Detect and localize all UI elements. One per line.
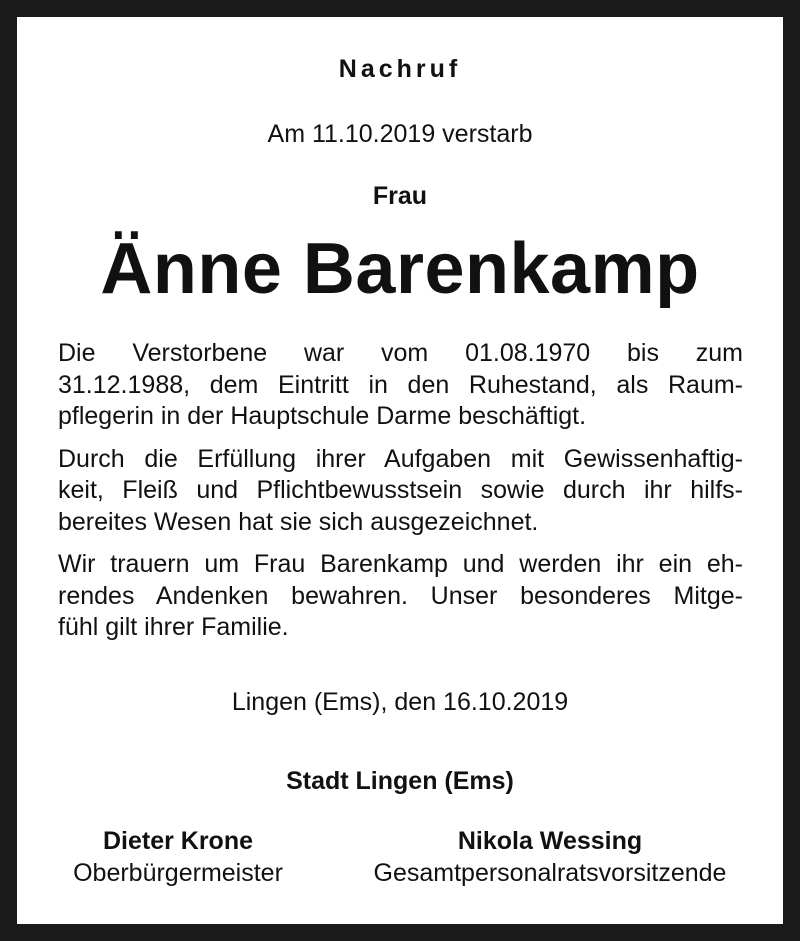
signatory-role: Gesamtpersonalratsvorsitzende <box>373 859 727 887</box>
text-line: Wir trauern um Frau Barenkamp und werden ihr ein eh- <box>58 550 743 578</box>
deceased-name: Änne Barenkamp <box>100 229 700 309</box>
organization-name: Stadt Lingen (Ems) <box>286 767 514 795</box>
notice-heading: Nachruf <box>338 55 462 83</box>
paragraph-service <box>58 338 743 433</box>
place-and-date: Lingen (Ems), den 16.10.2019 <box>231 688 569 716</box>
signatory-staff-council <box>337 825 763 889</box>
death-date-line: Am 11.10.2019 verstarb <box>267 120 533 148</box>
text-line: rendes Andenken bewahren. Unser besonderes Mitge- <box>58 581 743 610</box>
text-line: Durch die Erfüllung ihrer Aufgaben mit Gewissenhaftig- <box>58 444 743 473</box>
signatory-mayor <box>29 825 327 889</box>
paragraph-merits <box>58 444 743 539</box>
signatory-role: Oberbürgermeister <box>73 859 283 887</box>
text-line: keit, Fleiß und Pflichtbewusstsein sowie durch ihr hilfs- <box>58 476 743 504</box>
text-line: bereites Wesen hat sie sich ausgezeichnet. <box>58 507 539 536</box>
signatory-name: Nikola Wessing <box>457 827 643 855</box>
honorific-title: Frau <box>372 182 428 210</box>
text-line: Die Verstorbene war vom 01.08.1970 bis zum <box>58 339 743 367</box>
obituary-notice <box>17 17 783 924</box>
text-line: fühl gilt ihrer Familie. <box>58 613 289 641</box>
text-line: 31.12.1988, dem Eintritt in den Ruhestand, als Raum- <box>58 370 743 399</box>
obituary-body <box>58 338 743 655</box>
text-line: pflegerin in der Hauptschule Darme beschäftigt. <box>58 402 587 430</box>
paragraph-mourning <box>58 549 743 644</box>
signatory-name: Dieter Krone <box>102 827 254 855</box>
